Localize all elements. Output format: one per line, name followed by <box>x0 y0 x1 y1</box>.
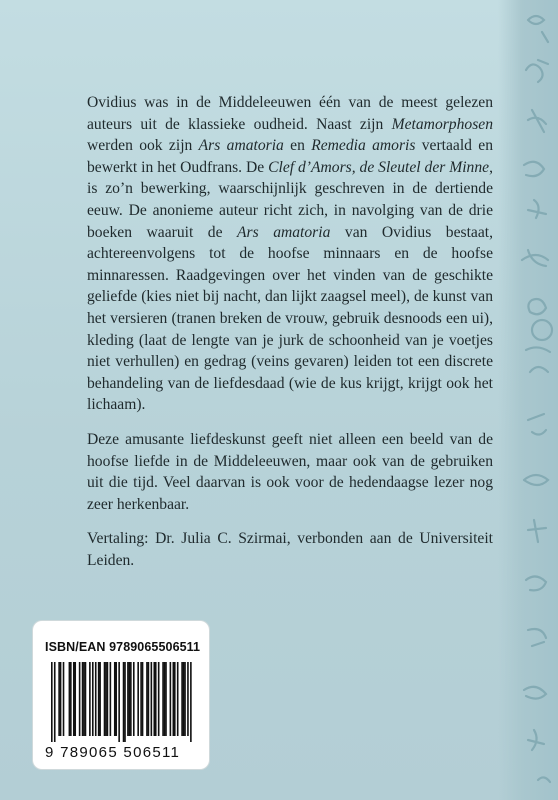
isbn-barcode-label <box>33 621 209 769</box>
barcode-bar <box>110 662 112 736</box>
blurb-paragraph-2: Deze amusante liefdeskunst geeft niet alleen een beeld van de hoofse liefde in de Middeleeuwen, maar ook van de gebruiken uit die tijd. Veel daarvan is ook voor de hedendaagse lezer nog zeer herkenbaar. <box>87 430 493 513</box>
barcode-bar <box>74 662 76 736</box>
barcode-bar <box>127 662 129 736</box>
barcode-bar <box>183 662 185 736</box>
barcode-bar <box>140 662 142 736</box>
barcode-bar <box>92 662 94 736</box>
medieval-script-icon <box>498 0 558 800</box>
barcode-bar <box>105 662 107 736</box>
barcode-bar <box>184 662 186 736</box>
barcode-bar <box>107 662 109 736</box>
barcode-bar <box>133 662 135 736</box>
barcode-bar <box>151 662 153 736</box>
isbn-text: ISBN/EAN 9789065506511 <box>45 640 201 654</box>
barcode-bar <box>89 662 91 736</box>
barcode-bar <box>73 662 75 736</box>
barcode-bar <box>99 662 101 736</box>
barcode-bar <box>170 662 172 736</box>
barcode-bar <box>190 662 192 742</box>
barcode-bar <box>98 662 100 736</box>
barcode-bar <box>148 662 150 736</box>
barcode-bar <box>137 662 139 736</box>
barcode-bar <box>54 662 56 742</box>
blurb-paragraph-1: Ovidius was in de Middeleeuwen één van de meest gelezen auteurs uit de klassieke oudheid. Naast zijn Metamorphosen werden ook zijn Ars amatoria en Remedia amoris vertaald en bewerkt in het Oudfrans. De Clef d’Amors, de Sleutel der Minne, is zo’n bewerking, waarschijnlijk geschreven in de dertiende eeuw. De anonieme auteur richt zich, in navolging van de drie boeken waaruit de Ars amatoria van Ovidius bestaat, achtereenvolgens tot de hoofse minnaars en de hoofse minnaressen. Raadgevingen over het vinden van de geschikte geliefde (kies niet bij nacht, dan lijkt zaagsel meel), de kunst van het versieren (tranen breken de vrouw, gebruik desnoods een ui), kleding (laat de lengte van je jurk de schoonheid van je voetjes niet verhullen) en gedrag (veins gevaren) leiden tot een discrete behandeling van de liefdesdaad (wie de kus krijgt, krijgt ook het lichaam). <box>87 94 494 414</box>
barcode-bar <box>79 662 81 736</box>
barcode-bar <box>51 662 53 742</box>
barcode-bar <box>114 662 116 736</box>
barcode-bar <box>124 662 126 742</box>
barcode-bar <box>95 662 97 736</box>
barcode-bar <box>70 662 72 736</box>
barcode-bar <box>115 662 117 736</box>
barcode-bar <box>60 662 62 736</box>
barcode-bar <box>83 662 85 736</box>
barcode-bar <box>58 662 60 736</box>
barcode-bar <box>162 662 164 736</box>
barcode-bar <box>104 662 106 736</box>
barcode-bar <box>187 662 189 736</box>
barcode-bar <box>82 662 84 736</box>
barcode-icon <box>51 662 193 742</box>
barcode-bar <box>158 662 160 736</box>
barcode-bar <box>142 662 144 736</box>
barcode-bar <box>174 662 176 736</box>
barcode-bar <box>146 662 148 736</box>
barcode-bar <box>181 662 183 736</box>
barcode-bar <box>165 662 167 736</box>
barcode-bar <box>164 662 166 736</box>
barcode-bar <box>173 662 175 736</box>
translator-credit: Vertaling: Dr. Julia C. Szirmai, verbonden aan de Universiteit Leiden. <box>87 530 493 569</box>
barcode-bar <box>123 662 125 742</box>
barcode-bar <box>153 662 155 736</box>
barcode-bar <box>177 662 179 736</box>
back-cover-blurb <box>87 92 493 584</box>
barcode-bar <box>63 662 65 736</box>
barcode-bar <box>130 662 132 736</box>
barcode-digits: 9 789065 506511 <box>45 744 181 761</box>
barcode-bar <box>155 662 157 736</box>
barcode-bar <box>85 662 87 736</box>
barcode-bar <box>129 662 131 736</box>
barcode-bar <box>118 662 120 742</box>
barcode-bar <box>69 662 71 736</box>
